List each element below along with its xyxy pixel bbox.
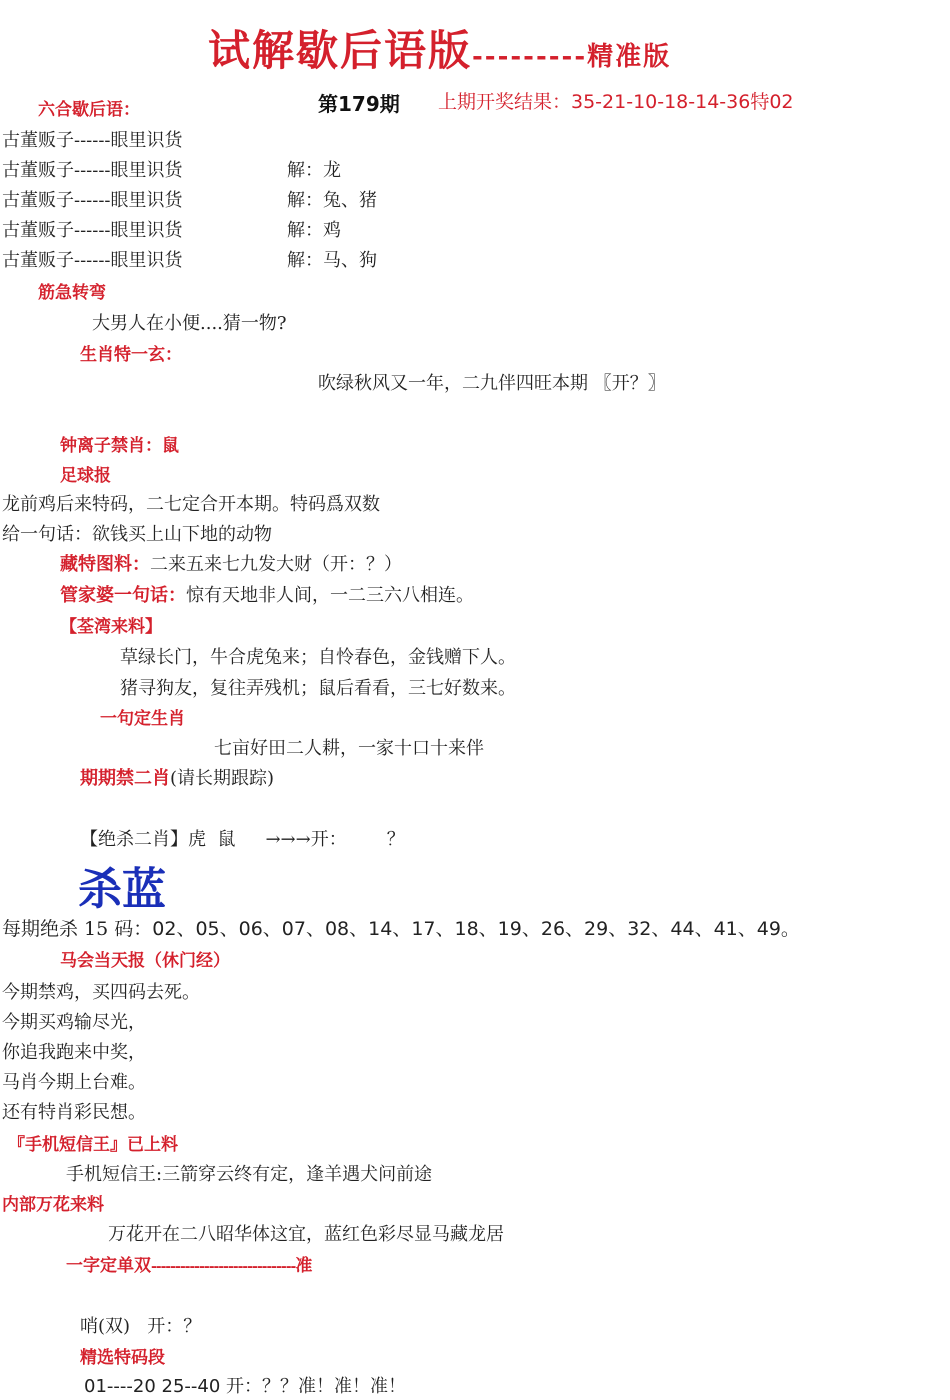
sha-lan-text: 杀蓝 <box>78 864 166 915</box>
single-double-title: 一字定单双 <box>66 1256 151 1276</box>
liuhe-phrase: 古董贩子------眼里识货 <box>2 190 183 211</box>
quanwan-line1: 草绿长门，牛合虎兔来；自怜春色，金钱赠下人。 <box>120 647 516 668</box>
teaser-text: 大男人在小便....猜一物? <box>92 313 287 334</box>
liuhe-line <box>2 156 341 182</box>
title-subtitle: 精准版 <box>587 42 672 72</box>
juesha-open: 开： <box>310 829 347 850</box>
single-double-tail: 准 <box>295 1256 313 1276</box>
wanhua-text: 万花开在二八昭华体这宜，蓝红色彩尽显马藏龙居 <box>108 1224 504 1245</box>
quanwan-heading: 【荃湾来料】 <box>60 617 162 637</box>
mahui-line: 你追我跑来中奖， <box>2 1042 146 1063</box>
liuhe-phrase: 古董贩子------眼里识货 <box>2 130 183 151</box>
single-double-dashes: ------------------------------ <box>151 1259 296 1275</box>
mahui-heading: 马会当天报（休门经） <box>60 951 230 971</box>
zodiac-heading: 生肖特一玄： <box>80 345 182 365</box>
single-double-heading <box>66 1251 312 1276</box>
liuhe-line <box>2 246 377 272</box>
teaser-heading: 筋急转弯 <box>38 283 106 303</box>
segments-tail: 开：？？准！准！准！ <box>220 1376 407 1397</box>
mahui-line: 今期禁鸡，买四码去死。 <box>2 982 200 1003</box>
juesha-question: ？ <box>386 829 405 850</box>
juesha-label: 【绝杀二肖】 <box>80 829 188 850</box>
zodiac-text: 吹绿秋风又一年，二九伴四旺本期 〖开？〗 <box>318 373 666 394</box>
liuhe-answer: 解：龙 <box>287 160 341 181</box>
segments-range: 01----20 25--40 <box>84 1376 221 1397</box>
guanjia-line <box>60 581 474 607</box>
wanhua-heading: 内部万花来料 <box>2 1195 104 1215</box>
football-line1: 龙前鸡后来特码，二七定合开本期。特码爲双数 <box>2 494 380 515</box>
kill15-numbers: 02、05、06、07、08、14、17、18、19、26、29、32、44、41、49。 <box>152 918 800 940</box>
sms-text: 手机短信王:三箭穿云终有定，逢羊遇犬问前途 <box>66 1164 433 1185</box>
cangte-label: 藏特图料： <box>60 554 150 575</box>
one-sentence-text: 七亩好田二人耕，一家十口十来伴 <box>214 738 484 759</box>
liuhe-heading: 六合歇后语： <box>38 100 140 120</box>
mahui-line: 马肖今期上台难。 <box>2 1072 146 1093</box>
liuhe-phrase: 古董贩子------眼里识货 <box>2 250 183 271</box>
mahui-line: 今期买鸡输尽光， <box>2 1012 146 1033</box>
mahui-line: 还有特肖彩民想。 <box>2 1102 146 1123</box>
liuhe-answer: 解：鸡 <box>287 220 341 241</box>
segments-line <box>84 1372 406 1398</box>
quanwan-line2: 猪寻狗友，复往弄残机；鼠后看看，三七好数来。 <box>120 678 516 699</box>
guanjia-text: 惊有天地非人间，一二三六八相连。 <box>186 585 474 606</box>
juesha-animals: 虎 鼠 <box>188 829 236 850</box>
football-line2: 给一句话：欲钱买上山下地的动物 <box>2 524 272 545</box>
liuhe-answer: 解：兔、猪 <box>287 190 377 211</box>
cangte-line <box>60 550 402 576</box>
issue-number: 第179期 <box>318 92 400 116</box>
cangte-text: 二来五来七九发大财（开：？） <box>150 554 402 575</box>
qiqi-line <box>80 764 274 790</box>
qiqi-note: (请长期跟踪) <box>170 768 275 789</box>
liuhe-line <box>2 126 183 152</box>
one-sentence-heading: 一句定生肖 <box>100 709 185 729</box>
segments-heading: 精选特码段 <box>80 1348 165 1368</box>
page-title <box>208 18 671 78</box>
title-text: 试解歇后语版 <box>208 26 473 75</box>
qiqi-label: 期期禁二肖 <box>80 768 170 789</box>
single-double-answer: 哨(双) 开：？ <box>80 1316 202 1337</box>
liuhe-phrase: 古董贩子------眼里识货 <box>2 220 183 241</box>
liuhe-phrase: 古董贩子------眼里识货 <box>2 160 183 181</box>
kill15-line <box>2 914 800 941</box>
football-heading: 足球报 <box>60 466 111 486</box>
guanjia-label: 管家婆一句话： <box>60 585 186 606</box>
sms-heading: 『手机短信王』已上料 <box>8 1135 178 1155</box>
liuhe-line <box>2 186 377 212</box>
kill15-label: 每期绝杀 15 码： <box>2 918 153 940</box>
liuhe-line <box>2 216 341 242</box>
juesha-line <box>80 825 405 851</box>
title-dashes: --------- <box>472 42 588 72</box>
zhongli-label: 钟离子禁肖：鼠 <box>60 436 179 456</box>
previous-result: 上期开奖结果：35-21-10-18-14-36特02 <box>438 91 794 113</box>
liuhe-answer: 解：马、狗 <box>287 250 377 271</box>
juesha-arrows: →→→ <box>265 829 311 850</box>
